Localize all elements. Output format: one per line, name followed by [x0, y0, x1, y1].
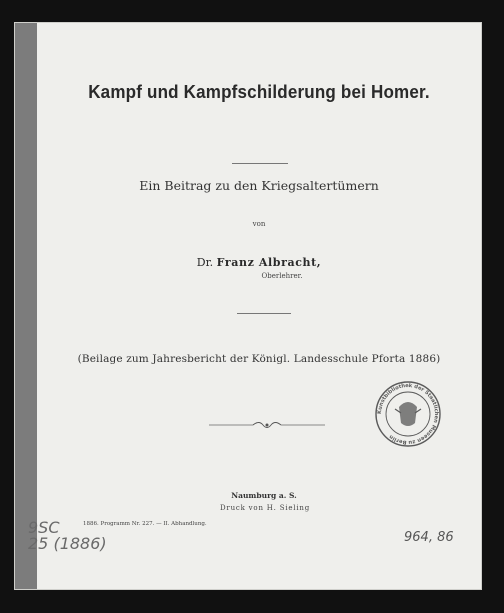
ornament-divider — [207, 418, 327, 432]
shelfmark-line-1: 9SC — [28, 518, 60, 537]
handwritten-shelfmark — [28, 520, 107, 552]
author-name: Franz Albracht, — [216, 256, 322, 269]
divider-top — [232, 163, 288, 164]
author-prefix: Dr. — [196, 256, 214, 269]
ornament-flourish-icon — [207, 418, 327, 432]
library-stamp — [373, 379, 443, 449]
page-content — [37, 23, 481, 589]
scanned-page — [14, 22, 482, 590]
handwritten-number: 964, 86 — [404, 530, 454, 545]
document-title: Kampf und Kampfschilderung bei Homer. — [88, 81, 430, 102]
page-spine — [15, 23, 37, 589]
programm-line: 1886. Programm Nr. 227. — II. Abhandlung. — [83, 521, 207, 527]
printer-line: Druck von H. Sieling — [220, 504, 310, 512]
by-label: von — [252, 220, 266, 228]
print-place: Naumburg a. S. — [231, 491, 297, 500]
beilage-note: (Beilage zum Jahresbericht der Königl. Landesschule Pforta 1886) — [77, 353, 441, 365]
shelfmark-line-2: 25 (1886) — [28, 534, 107, 553]
eagle-emblem-icon — [399, 402, 417, 426]
document-subtitle: Ein Beitrag zu den Kriegsaltertümern — [139, 178, 379, 193]
stamp-ring-text: Kunstbibliothek der Staatlichen Museen zu Berlin — [376, 382, 440, 446]
author-line — [37, 256, 481, 269]
divider-middle — [237, 313, 291, 314]
author-role: Oberlehrer. — [261, 272, 303, 280]
